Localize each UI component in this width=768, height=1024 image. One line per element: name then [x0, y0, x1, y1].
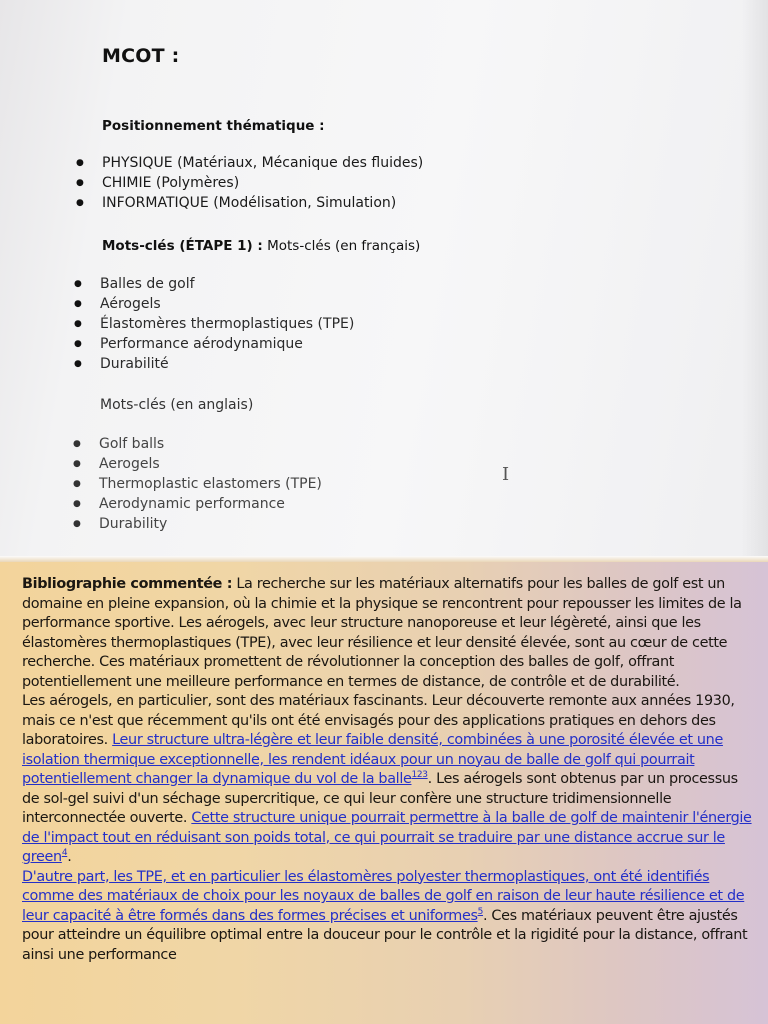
bibliography-text	[22, 575, 752, 965]
keywords-en-list	[99, 434, 322, 534]
sentence-end: .	[67, 849, 72, 865]
list-item: ● CHIMIE (Polymères)	[102, 173, 423, 193]
list-item: ● Aerodynamic performance	[99, 494, 322, 514]
bibliography-paragraph-1	[22, 575, 752, 692]
list-item: ● Aerogels	[99, 454, 322, 474]
bibliography-paragraph-2	[22, 692, 752, 868]
citation-link-3[interactable]: D'autre part, les TPE, et en particulier les élastomères polyester thermoplastiques, ont été identifiés comme des matériaux de choix pour les noyaux de balles de golf en raison de leur haute résilience et de leur capacité à être formés dans des formes précises et uniformes	[22, 868, 745, 924]
list-item: ● Performance aérodynamique	[100, 334, 354, 354]
keywords-heading-bold: Mots-clés (ÉTAPE 1) :	[102, 238, 263, 254]
aerogel-process-text: . Les aérogels sont obtenus par un processus de sol-gel suivi d'un séchage supercritique, ce qui leur confère une structure tridimensionnelle interconnectée ouverte.	[22, 771, 738, 826]
reference-marker-1[interactable]: 123	[411, 770, 428, 781]
keywords-heading	[102, 238, 420, 254]
text-cursor-icon: I	[502, 464, 510, 485]
theme-heading: Positionnement thématique :	[102, 118, 325, 134]
list-item: ● Aérogels	[100, 294, 354, 314]
keywords-en-heading: Mots-clés (en anglais)	[100, 397, 254, 413]
keywords-fr-list	[100, 274, 354, 374]
tpe-text: . Ces matériaux peuvent être ajustés pour atteindre un équilibre optimal entre la douceur pour le contrôle et la rigidité pour la distance, offrant ainsi une performance	[22, 907, 748, 963]
citation-link-1[interactable]: Leur structure ultra-légère et leur faible densité, combinées à une porosité élevée et une isolation thermique exceptionnelle, les rendent idéaux pour un noyau de balle de golf qui pourrait potentiellement changer la dynamique du vol de la balle	[22, 732, 723, 787]
theme-list	[102, 153, 423, 213]
reference-marker-3[interactable]: 5	[477, 906, 483, 917]
bibliography-label: Bibliographie commentée :	[22, 576, 233, 592]
bibliography-paragraph-3	[22, 868, 752, 966]
list-item: ● Thermoplastic elastomers (TPE)	[99, 474, 322, 494]
citation-link-2[interactable]: Cette structure unique pourrait permettre à la balle de golf de maintenir l'énergie de l'impact tout en réduisant son poids total, ce qui pourrait se traduire par une distance accrue sur le green	[22, 810, 752, 865]
bibliography-intro: La recherche sur les matériaux alternatifs pour les balles de golf est un domaine en pleine expansion, où la chimie et la physique se rencontrent pour repousser les limites de la performance sportive. Les aérogels, avec leur structure nanoporeuse et leur légèreté, ainsi que les élastomères thermoplastiques (TPE), avec leur résilience et leur densité élevée, sont au cœur de cette recherche. Ces matériaux promettent de révolutionner la conception des balles de golf, offrant potentiellement une meilleure performance en termes de distance, de contrôle et de durabilité.	[22, 576, 742, 690]
bibliography-screen-photo	[0, 562, 768, 1024]
list-item: ● Durability	[99, 514, 322, 534]
list-item: ● Durabilité	[100, 354, 354, 374]
list-item: ● Élastomères thermoplastiques (TPE)	[100, 314, 354, 334]
list-item: ● Balles de golf	[100, 274, 354, 294]
aerogel-text: Les aérogels, en particulier, sont des matériaux fascinants. Leur découverte remonte aux années 1930, mais ce n'est que récemment qu'ils ont été envisagés pour des applications pratiques en dehors des laboratoires.	[22, 693, 735, 748]
list-item: ● Golf balls	[99, 434, 322, 454]
page-edge-shadow	[742, 0, 768, 556]
reference-marker-2[interactable]: 4	[61, 848, 68, 859]
list-item: ● PHYSIQUE (Matériaux, Mécanique des fluides)	[102, 153, 423, 173]
list-item: ● INFORMATIQUE (Modélisation, Simulation)	[102, 193, 423, 213]
document-title: MCOT :	[102, 45, 180, 67]
keywords-heading-rest: Mots-clés (en français)	[262, 238, 421, 254]
